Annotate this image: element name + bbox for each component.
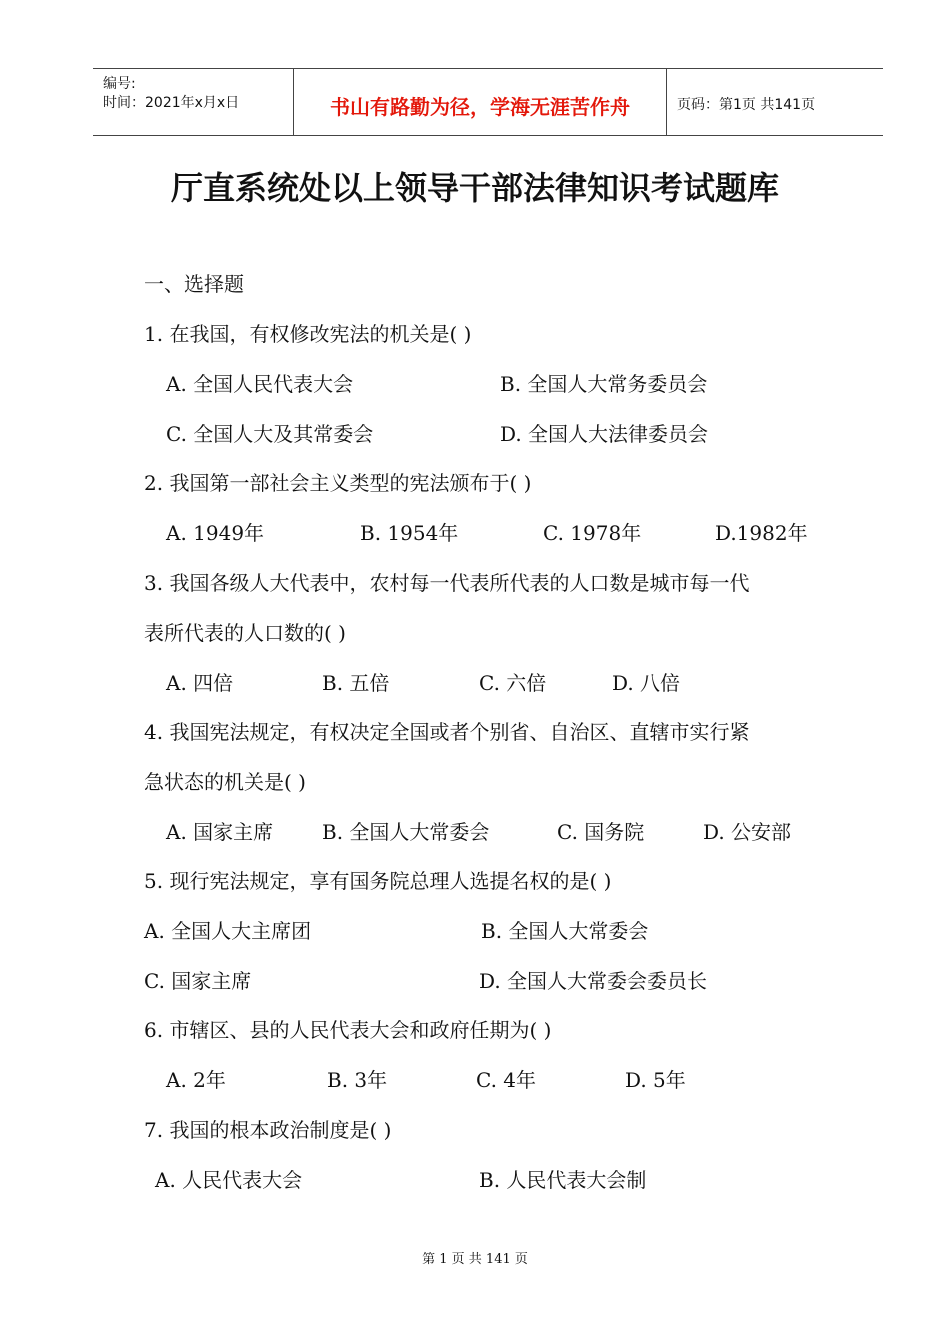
q3-option-c: C. 六倍 <box>479 671 547 695</box>
q5-option-c: C. 国家主席 <box>144 969 252 993</box>
q2-option-c: C. 1978年 <box>543 521 642 545</box>
question-3-line-1: 3. 我国各级人大代表中，农村每一代表所代表的人口数是城市每一代 <box>144 571 750 595</box>
q4-option-b: B. 全国人大常委会 <box>322 820 490 844</box>
q5-option-a: A. 全国人大主席团 <box>144 919 312 943</box>
q2-option-a: A. 1949年 <box>166 521 265 545</box>
q7-option-b: B. 人民代表大会制 <box>479 1168 647 1192</box>
question-4-line-1: 4. 我国宪法规定，有权决定全国或者个别省、自治区、直辖市实行紧 <box>144 720 750 744</box>
question-6: 6. 市辖区、县的人民代表大会和政府任期为( ) <box>144 1018 552 1042</box>
page-header <box>93 68 883 136</box>
q1-option-a: A. 全国人民代表大会 <box>166 372 354 396</box>
question-4-line-2: 急状态的机关是( ) <box>144 770 306 794</box>
q1-option-c: C. 全国人大及其常委会 <box>166 422 374 446</box>
q4-option-d: D. 公安部 <box>703 820 792 844</box>
document-title: 厅直系统处以上领导干部法律知识考试题库 <box>170 169 779 207</box>
document-time-label: 时间：2021年x月x日 <box>103 95 240 111</box>
header-left-cell <box>93 69 294 135</box>
header-middle-cell <box>294 69 667 135</box>
q5-option-b: B. 全国人大常委会 <box>481 919 649 943</box>
q4-option-c: C. 国务院 <box>557 820 645 844</box>
question-1: 1. 在我国，有权修改宪法的机关是( ) <box>144 322 472 346</box>
header-motto: 书山有路勤为径，学海无涯苦作舟 <box>330 95 630 119</box>
question-5: 5. 现行宪法规定，享有国务院总理人选提名权的是( ) <box>144 869 612 893</box>
section-heading: 一、选择题 <box>144 272 244 296</box>
q2-option-d: D.1982年 <box>715 521 808 545</box>
q2-option-b: B. 1954年 <box>360 521 459 545</box>
q3-option-d: D. 八倍 <box>612 671 681 695</box>
q5-option-d: D. 全国人大常委会委员长 <box>479 969 708 993</box>
q6-option-c: C. 4年 <box>476 1068 537 1092</box>
document-number-label: 编号: <box>103 76 136 92</box>
q7-option-a: A. 人民代表大会 <box>155 1168 303 1192</box>
q1-option-d: D. 全国人大法律委员会 <box>500 422 709 446</box>
q1-option-b: B. 全国人大常务委员会 <box>500 372 708 396</box>
header-right-cell <box>667 69 883 135</box>
q6-option-d: D. 5年 <box>625 1068 686 1092</box>
q3-option-a: A. 四倍 <box>166 671 234 695</box>
q6-option-a: A. 2年 <box>166 1068 226 1092</box>
question-7: 7. 我国的根本政治制度是( ) <box>144 1118 392 1142</box>
question-2: 2. 我国第一部社会主义类型的宪法颁布于( ) <box>144 471 532 495</box>
q4-option-a: A. 国家主席 <box>166 820 274 844</box>
q3-option-b: B. 五倍 <box>322 671 390 695</box>
page-footer: 第 1 页 共 141 页 <box>422 1252 528 1267</box>
question-3-line-2: 表所代表的人口数的( ) <box>144 621 346 645</box>
header-page-label: 页码：第1页 共141页 <box>677 97 816 113</box>
q6-option-b: B. 3年 <box>327 1068 388 1092</box>
